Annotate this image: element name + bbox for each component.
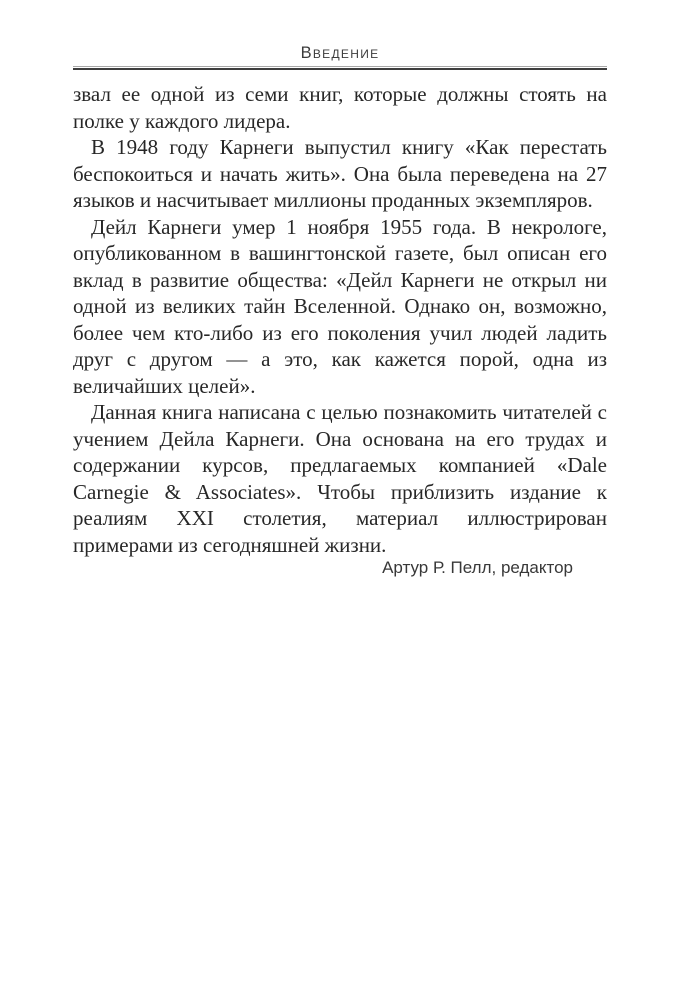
paragraph-continuation: звал ее одной из семи книг, которые должны стоять на полке у каждого лидера.	[73, 82, 607, 133]
running-head-title: Введение	[300, 44, 380, 62]
paragraph: Дейл Карнеги умер 1 ноября 1955 года. В некрологе, опубликованном в вашингтонской газете, был описан его вклад в развитие общества: «Дейл Карнеги не открыл ни одной из великих тайн Вселенной. Однако он, возможно, более чем кто-либо из его поколения учил людей ладить друг с другом — а это, как кажется порой, одна из величайших целей».	[73, 214, 607, 398]
page-body	[73, 70, 607, 578]
paragraph: В 1948 году Карнеги выпустил книгу «Как перестать беспокоиться и начать жить». Она была переведена на 27 языков и насчитывает миллионы проданных экземпляров.	[73, 135, 607, 212]
page-header	[73, 44, 607, 70]
paragraph: Данная книга написана с целью познакомить читателей с учением Дейла Карнеги. Она основана на его трудах и содержании курсов, предлагаемых компанией «Dale Carnegie & Associates». Чтобы приблизить издание к реалиям XXI столетия, материал иллюстрирован примерами из сегодняшней жизни.	[73, 400, 607, 557]
editor-signature: Артур Р. Пелл, редактор	[382, 558, 573, 577]
